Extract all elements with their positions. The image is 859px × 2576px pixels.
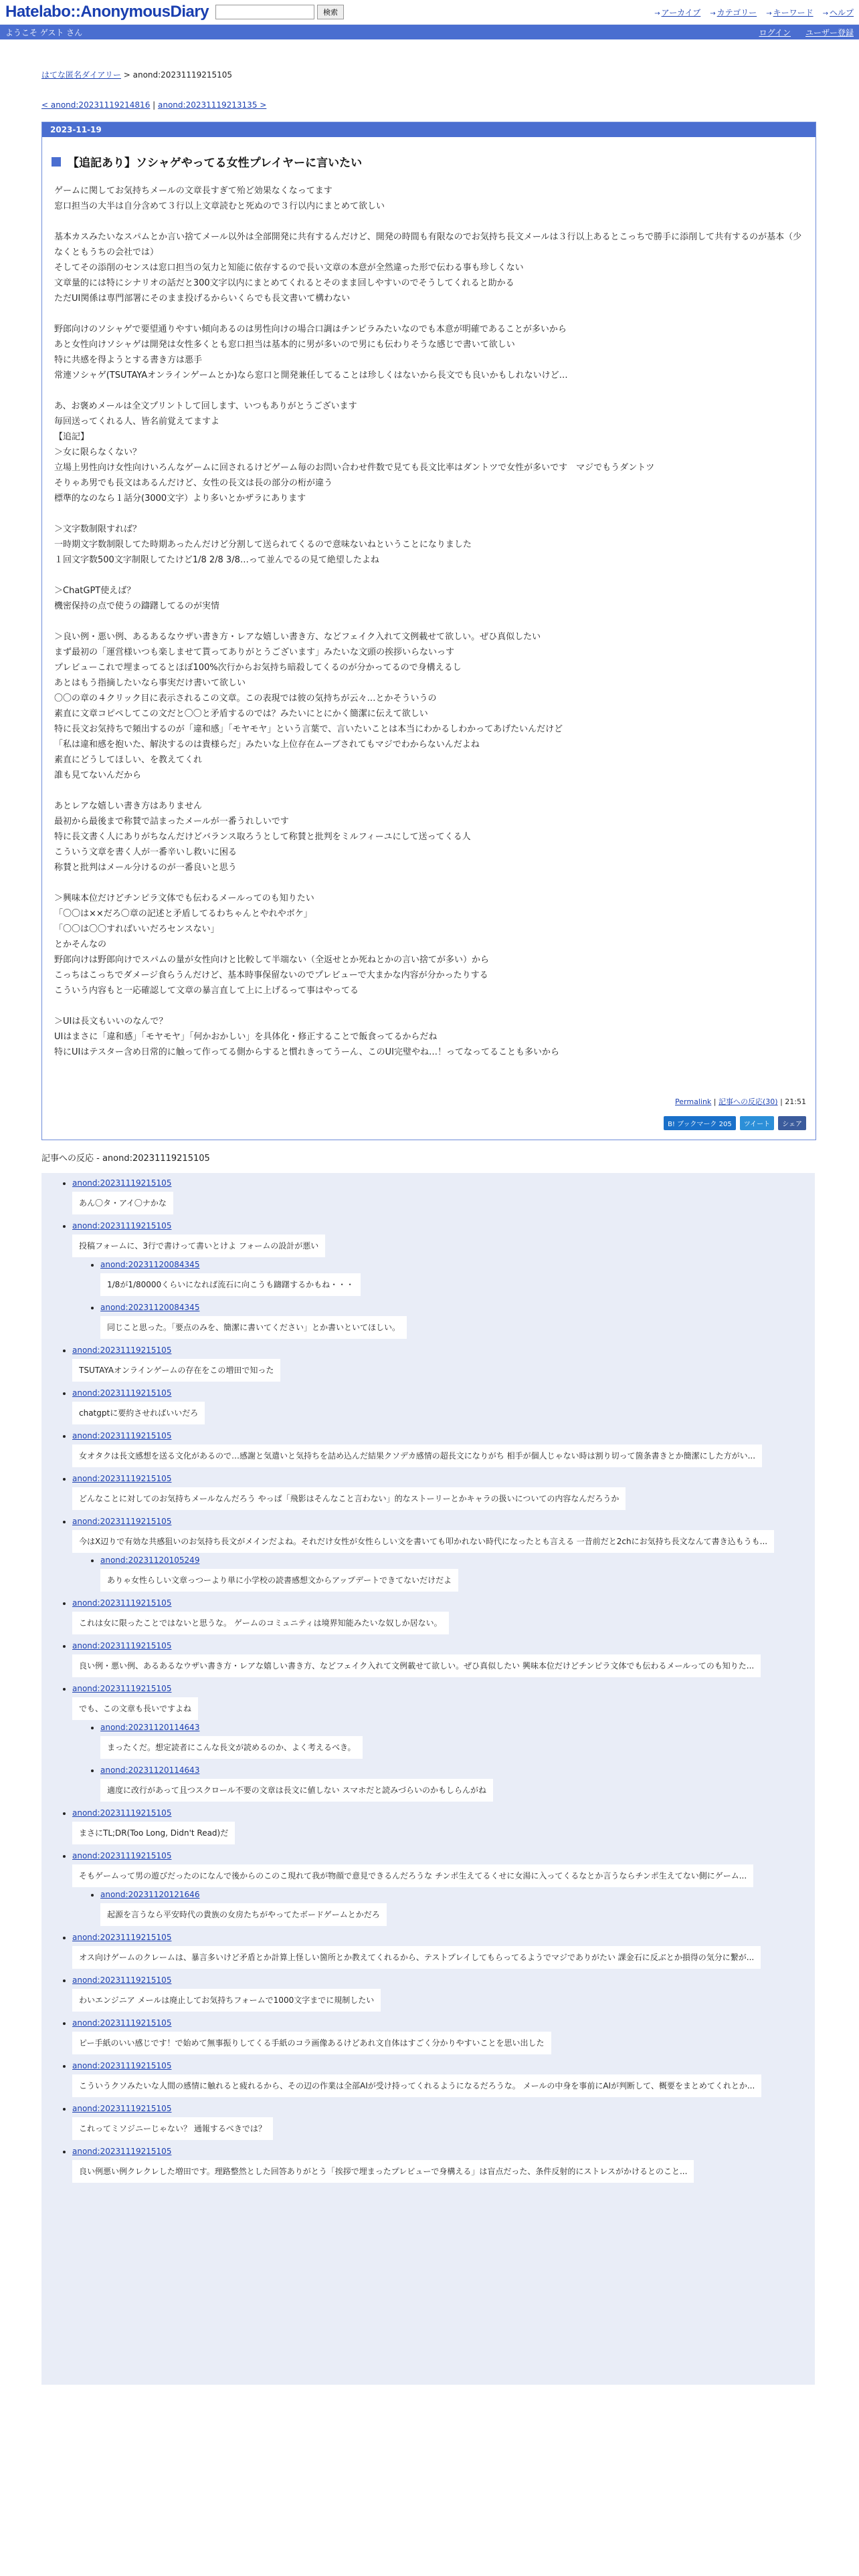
entry-title-text: 【追記あり】ソシャゲやってる女性プレイヤーに言いたい <box>68 156 363 170</box>
facebook-share-button[interactable]: シェア <box>778 1116 806 1130</box>
entry-body-line: そりゃあ男でも長文はあるんだけど、女性の長文は長の部分の桁が違う <box>54 478 333 488</box>
diary-entry <box>41 122 816 1140</box>
entry-body-line: こういう内容もと一応確認して文章の暴言直して上に上げるって事はやってる <box>54 986 359 996</box>
entry-body-line: 文章量的には特にシナリオの話だと300文字以内にまとめてくれるとそのまま回しやすいのでそうしてくれると助かる <box>54 278 514 288</box>
reaction-link[interactable]: anond:20231120084345 <box>100 1303 200 1312</box>
entry-body-line: プレビューこれで埋まってるとほぼ100%次行からお気持ち暗殺してくるのが分かってるので身構えるし <box>54 663 462 673</box>
reaction-link[interactable]: anond:20231119215105 <box>72 2104 172 2113</box>
reactions-link[interactable]: 記事への反応(30) <box>719 1097 778 1106</box>
entry-body-line: ＞UIは長文もいいのなんで？ <box>54 1016 168 1027</box>
entry-body-line: 基本カスみたいなスパムとか言い捨てメール以外は全部開発に共有するんだけど、開発の時間も有限なのでお気持ち長文メールは３行以上あるとこっちで勝手に添削して共有するのが基本（少なくともうちの会社では） <box>54 232 802 257</box>
entry-body-line <box>54 214 803 229</box>
reaction-item <box>100 1555 815 1592</box>
site-logo[interactable]: Hatelabo::AnonymousDiary <box>5 3 209 21</box>
entry-body-line: 野郎向けは野郎向けでスパムの量が女性向けと比較して半端ない（全返せとか死ねとかの言い捨てが多い）から <box>54 955 490 965</box>
entry-body-line <box>54 998 803 1014</box>
welcome-text: ようこそ ゲスト さん <box>5 27 83 37</box>
reaction-item <box>100 1303 815 1339</box>
entry-body-line: 〇〇の章の４クリック目に表示されるこの文章。この表現では彼の気持ちが云々…とかそういうの <box>54 693 437 704</box>
reaction-link[interactable]: anond:20231119215105 <box>72 2147 172 2156</box>
entry-pager <box>41 100 859 110</box>
reaction-item <box>72 1388 815 1424</box>
reaction-snippet: オス向けゲームのクレームは、暴言多いけど矛盾とか計算上怪しい箇所とか教えてくれるから、テストプレイしてもらってるようでマジでありがたい 課金石に反ぶとか損得の気分に繋が... <box>72 1946 761 1969</box>
entry-body-line: 特に長文お気持ちで頻出するのが「違和感」「モヤモヤ」という言葉で、言いたいことは本当にわかるしわかってあげたいんだけど <box>54 724 563 734</box>
reaction-item <box>72 2018 815 2054</box>
reaction-snippet: まったくだ。想定読者にこんな長文が読めるのか、よく考えるべき。 <box>100 1736 363 1759</box>
reaction-snippet: わいエンジニア メールは廃止してお気持ちフォームで1000文字までに規制したい <box>72 1989 381 2012</box>
reaction-item <box>72 1684 815 1802</box>
entry-body-line <box>54 383 803 399</box>
reaction-link[interactable]: anond:20231119215105 <box>72 1598 172 1608</box>
entry-footer <box>42 1060 816 1107</box>
reaction-link[interactable]: anond:20231119215105 <box>72 1346 172 1355</box>
entry-body-line <box>54 568 803 583</box>
reaction-link[interactable]: anond:20231119215105 <box>72 1474 172 1483</box>
entry-body-line <box>54 306 803 322</box>
reactions-heading: 記事への反応 - anond:20231119215105 <box>41 1154 210 1164</box>
top-links <box>654 7 854 18</box>
reaction-link[interactable]: anond:20231119215105 <box>72 1684 172 1693</box>
entry-body-line: 機密保持の点で使うの躊躇してるのが実情 <box>54 601 220 611</box>
register-link[interactable]: ユーザー登録 <box>805 27 854 37</box>
reaction-item <box>72 1517 815 1592</box>
reaction-snippet: でも、この文章も長いですよね <box>72 1697 198 1720</box>
entry-body-line: 素直に文章コピペしてこの文だと〇〇と矛盾するのでは？みたいにとにかく簡潔に伝えて欲しい <box>54 709 428 719</box>
hatena-bookmark-button[interactable]: B! ブックマーク 205 <box>664 1116 736 1130</box>
entry-body-line: 「〇〇は××だろ〇章の記述と矛盾してるわちゃんとやれやボケ」 <box>54 909 312 919</box>
keyword-link[interactable]: → キーワード <box>766 7 813 18</box>
entry-body-line: 窓口担当の大半は自分含めて３行以上文章読むと死ぬので３行以内にまとめて欲しい <box>54 201 385 211</box>
reaction-snippet: こういうクソみたいな人間の感情に触れると疲れるから、その辺の作業は全部AIが受け持ってくれるようになるだろうな。 メールの中身を事前にAIが判断して、概要をまとめてくれとか... <box>72 2074 761 2097</box>
reaction-item <box>72 1808 815 1844</box>
reaction-snippet: 1/8が1/80000くらいになれば流石に向こうも躊躇するかもね・・・ <box>100 1273 361 1296</box>
pager-separator: | <box>150 100 158 110</box>
reactions-list <box>41 1173 815 2385</box>
reaction-snippet: 起源を言うなら平安時代の貴族の女房たちがやってたボードゲームとかだろ <box>100 1903 387 1926</box>
top-bar <box>0 0 859 25</box>
entry-body-line: ただUI関係は専門部署にそのまま投げるからいくらでも長文書いて構わない <box>54 294 351 304</box>
reaction-item <box>100 1890 815 1926</box>
category-link[interactable]: → カテゴリー <box>710 7 757 18</box>
reactions-tree <box>41 1178 815 2183</box>
reaction-link[interactable]: anond:20231119215105 <box>72 1388 172 1398</box>
entry-body-line: 素直にどうしてほしい、を教えてくれ <box>54 755 203 765</box>
welcome-bar <box>0 25 859 39</box>
reaction-link[interactable]: anond:20231120121646 <box>100 1890 200 1899</box>
reaction-item <box>72 1933 815 1969</box>
reaction-snippet: 女オタクは長文感想を送る文化があるので…感謝と気遣いと気持ちを詰め込んだ結果クソデカ感情の超長文になりがち 相手が個人じゃない時は割り切って箇条書きとか簡潔にした方がい... <box>72 1444 762 1467</box>
reaction-item <box>72 2061 815 2097</box>
reaction-link[interactable]: anond:20231119215105 <box>72 1975 172 1985</box>
breadcrumb-current: anond:20231119215105 <box>132 70 233 80</box>
reaction-link[interactable]: anond:20231119215105 <box>72 1431 172 1440</box>
reaction-link[interactable]: anond:20231119215105 <box>72 2061 172 2070</box>
entry-body-line: 称賛と批判はメール分けるのが一番良いと思う <box>54 863 237 873</box>
reaction-snippet: 良い例悪い例クレクレした増田です。理路整然とした回答ありがとう「挨拶で埋まったプレビューで身構える」は盲点だった、条件反射的にストレスがかけるとのこと... <box>72 2160 694 2183</box>
entry-body-line: あとはもう指摘したいなら事実だけ書いて欲しい <box>54 678 246 688</box>
help-link[interactable]: → ヘルプ <box>823 7 854 18</box>
entry-body-line: 特に長文書く人にありがちなんだけどバランス取ろうとして称賛と批判をミルフィーユにして送ってくる人 <box>54 832 471 842</box>
breadcrumb <box>41 69 859 80</box>
reaction-link[interactable]: anond:20231120105249 <box>100 1555 200 1565</box>
reaction-item <box>100 1723 815 1759</box>
reaction-snippet: ピー手紙のいい感じです！で始めて無事振りしてくる手紙のコラ画像あるけどあれ文自体はすごく分かりやすいことを思い出した <box>72 2032 551 2054</box>
reaction-snippet: 投稿フォームに、3行で書けって書いとけよ フォームの設計が悪い <box>72 1235 325 1257</box>
reaction-snippet: まさにTL;DR(Too Long, Didn't Read)だ <box>72 1822 235 1844</box>
entry-body-line: ＞女に限らなくない？ <box>54 447 142 457</box>
search-input[interactable] <box>215 5 314 19</box>
entry-body-line: ＞文字数制限すれば？ <box>54 524 142 534</box>
square-bullet-icon <box>52 157 61 167</box>
entry-body-line: ＞良い例・悪い例、あるあるなウザい書き方・レアな嬉しい書き方、などフェイク入れて文例載せて欲しい。ぜひ真似したい <box>54 632 541 642</box>
entry-body-line: まず最初の「運営様いつも楽しませて貰ってありがとうございます」みたいな文頭の挨拶いらないっす <box>54 647 455 657</box>
entry-body-line: とかそんなの <box>54 940 107 950</box>
reaction-link[interactable]: anond:20231119215105 <box>72 1933 172 1942</box>
entry-body-line: 特に共感を得ようとする書き方は悪手 <box>54 355 203 365</box>
entry-body-line: 立場上男性向け女性向けいろんなゲームに回されるけどゲーム毎のお問い合わせ件数で見ても長文比率はダントツで女性が多いです マジでもうダントツ <box>54 463 655 473</box>
reaction-snippet: 同じこと思った。「要点のみを、簡潔に書いてください」とか書いといてほしい。 <box>100 1316 407 1339</box>
breadcrumb-root-link[interactable]: はてな匿名ダイアリー <box>41 70 121 80</box>
reaction-item <box>72 1851 815 1926</box>
reaction-link[interactable]: anond:20231119215105 <box>72 1178 172 1188</box>
entry-body-line <box>54 875 803 891</box>
reaction-link[interactable]: anond:20231119215105 <box>72 1641 172 1650</box>
reaction-link[interactable]: anond:20231120084345 <box>100 1260 200 1269</box>
reaction-replies <box>72 1723 815 1802</box>
tweet-button[interactable]: ツイート <box>740 1116 775 1130</box>
footer-separator: | <box>777 1097 785 1106</box>
reaction-snippet: TSUTAYAオンラインゲームの存在をこの増田で知った <box>72 1359 280 1382</box>
reaction-replies <box>72 1260 815 1339</box>
reaction-replies <box>72 1555 815 1592</box>
share-buttons <box>42 1107 816 1140</box>
entry-body-line: こういう文章を書く人が一番辛いし救いに困る <box>54 847 237 857</box>
reaction-snippet: あん〇タ・アイ〇ナかな <box>72 1192 173 1214</box>
reaction-item <box>72 2147 815 2183</box>
entry-body-line: 【追記】 <box>54 432 90 442</box>
entry-body-line: 「〇〇は〇〇すればいいだろセンスない」 <box>54 924 219 934</box>
entry-body-line: 特にUIはテスター含め日常的に触って作ってる側からすると慣れきってうーん、このUI完璧やね…！ってなってることも多いから <box>54 1047 559 1057</box>
reaction-snippet: 適度に改行があって且つスクロール不要の文章は長文に値しない スマホだと読みづらいのかもしらんがね <box>100 1779 493 1802</box>
reaction-link[interactable]: anond:20231119215105 <box>72 2018 172 2028</box>
reaction-item <box>72 1346 815 1382</box>
reaction-snippet: どんなことに対してのお気持ちメールなんだろう やっぱ「飛影はそんなこと言わない」的なストーリーとかキャラの扱いについての内容なんだろうか <box>72 1487 626 1510</box>
entry-body-line <box>54 506 803 522</box>
entry-body-line: 野郎向けのソシャゲで要望通りやすい傾向あるのは男性向けの場合口調はチンピラみたいなのでも本意が明確であることが多いから <box>54 324 567 334</box>
reaction-item <box>72 1178 815 1214</box>
entry-body <box>54 183 803 1060</box>
reaction-link[interactable]: anond:20231119215105 <box>72 1851 172 1860</box>
entry-date: 2023-11-19 <box>42 122 816 137</box>
reaction-item <box>72 1221 815 1339</box>
entry-body-line: UIはまさに「違和感」「モヤモヤ」「何かおかしい」を具体化・修正することで飯食ってるからだね <box>54 1032 438 1042</box>
reaction-item <box>72 2104 815 2140</box>
reaction-snippet: そもゲームって男の遊びだったのになんで後からのこのこ現れて我が物顔で意見できるんだろうな チンポ生えてるくせに女湯に入ってくるなとか言うならチンポ生えてない側にゲーム... <box>72 1864 753 1887</box>
entry-body-line: そしてその添削のセンスは窓口担当の気力と知能に依存するので長い文章の本意が全然違った形で伝わる事も珍しくない <box>54 263 524 273</box>
reaction-link[interactable]: anond:20231119215105 <box>72 1221 172 1230</box>
entry-body-line: 常連ソシャゲ(TSUTAYAオンラインゲームとか)なら窓口と開発兼任してることは珍しくはないから長文でも良いかもしれないけど… <box>54 370 568 381</box>
reaction-snippet: 良い例・悪い例、あるあるなウザい書き方・レアな嬉しい書き方、などフェイク入れて文例載せて欲しい。ぜひ真似したい 興味本位だけどチンピラ文体でも伝わるメールってのも知りた... <box>72 1654 761 1677</box>
entry-body-line: 「私は違和感を抱いた、解決するのは貴様らだ」みたいな上位存在ムーブされてもマジでわからないんだよね <box>54 740 480 750</box>
entry-body-line: あ、お褒めメールは全文プリントして回します、いつもありがとうございます <box>54 401 357 411</box>
reaction-item <box>72 1431 815 1467</box>
entry-body-line: ＞興味本位だけどチンピラ文体でも伝わるメールってのも知りたい <box>54 893 314 903</box>
entry-body-line: 一時期文字数制限してた時期あったんだけど分割して送られてくるので意味ないねということになりました <box>54 540 472 550</box>
reaction-item <box>72 1474 815 1510</box>
footer-separator: | <box>711 1097 719 1106</box>
reaction-snippet: chatgptに要約させればいいだろ <box>72 1402 205 1424</box>
login-link[interactable]: ログイン <box>759 27 791 37</box>
entry-body-line: 最初から最後まで称賛で詰まったメールが一番うれしいです <box>54 817 289 827</box>
entry-body-line <box>54 614 803 629</box>
reaction-snippet: これは女に限ったことではないと思うな。 ゲームのコミュニティは境界知能みたいな奴しか居ない。 <box>72 1612 449 1634</box>
entry-body-line: あとレアな嬉しい書き方はありません <box>54 801 203 811</box>
permalink-link[interactable]: Permalink <box>675 1097 712 1106</box>
reaction-item <box>72 1598 815 1634</box>
next-entry-link[interactable]: anond:20231119213135 > <box>158 100 267 110</box>
entry-body-line: 毎回送ってくれる人、皆名前覚えてますよ <box>54 417 220 427</box>
entry-body-line: こっちはこっちでダメージ食らうんだけど、基本時事保留ないのでプレビューで大まかな内容が分かったりする <box>54 970 488 980</box>
prev-entry-link[interactable]: < anond:20231119214816 <box>41 100 151 110</box>
reaction-item <box>100 1765 815 1802</box>
entry-body-line: ＞ChatGPT使えば？ <box>54 586 136 596</box>
reaction-snippet: これってミソジニーじゃない？ 通報するべきでは？ <box>72 2117 273 2140</box>
entry-body-line <box>54 783 803 798</box>
search-button[interactable]: 検索 <box>317 5 344 19</box>
reaction-item <box>100 1260 815 1296</box>
archive-link[interactable]: → アーカイブ <box>654 7 700 18</box>
breadcrumb-separator: > <box>120 70 133 80</box>
reaction-link[interactable]: anond:20231119215105 <box>72 1517 172 1526</box>
entry-body-line: あと女性向けソシャゲは開発は女性多くとも窓口担当は基本的に男が多いので男にも伝わりそうな感じで書いて欲しい <box>54 340 515 350</box>
entry-body-line: 誰も見てないんだから <box>54 770 142 780</box>
reaction-snippet: 今はX辺りで有効な共感狙いのお気持ち長文がメインだよね。それだけ女性が女性らしい文を書いても叩かれない時代になったとも言える 一昔前だと2chにお気持ち長文なんて書き込もうも... <box>72 1530 774 1553</box>
reaction-replies <box>72 1890 815 1926</box>
entry-title[interactable] <box>52 153 816 170</box>
entry-body-line: 標準的なのなら１話分(3000文字）より多いとかザラにあります <box>54 494 306 504</box>
reaction-snippet: ありゃ女性らしい文章っつーより単に小学校の読書感想文からアップデートできてないだけだよ <box>100 1569 458 1592</box>
entry-body-line: １回文字数500文字制限してたけど1/8 2/8 3/8…って並んでるの見て絶望したよね <box>54 555 379 565</box>
entry-time: 21:51 <box>785 1097 806 1106</box>
reaction-link[interactable]: anond:20231120114643 <box>100 1723 200 1732</box>
reaction-item <box>72 1641 815 1677</box>
reaction-item <box>72 1975 815 2012</box>
entry-body-line: ゲームに関してお気持ちメールの文章長すぎて殆ど効果なくなってます <box>54 186 332 196</box>
reaction-link[interactable]: anond:20231120114643 <box>100 1765 200 1775</box>
reaction-link[interactable]: anond:20231119215105 <box>72 1808 172 1818</box>
